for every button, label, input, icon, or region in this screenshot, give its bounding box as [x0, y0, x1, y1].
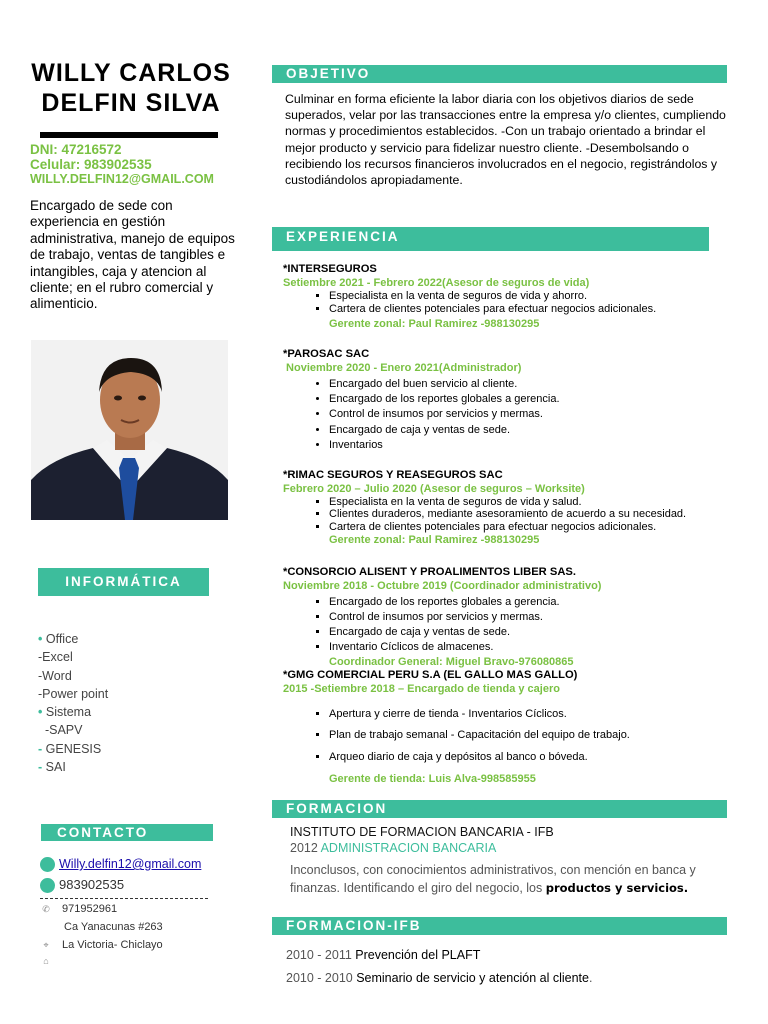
name-line-2: DELFIN SILVA: [41, 89, 221, 117]
formacion-header: FORMACION: [272, 800, 727, 818]
job-reference: Gerente zonal: Paul Ramirez -988130295: [329, 534, 540, 546]
job-task: • Control de insumos por servicios y mermas.: [329, 407, 743, 422]
contact-city: La Victoria- Chiclayo: [62, 939, 163, 951]
skill-item: -Excel: [38, 650, 73, 665]
job-task: ▪ Cartera de clientes potenciales para efectuar negocios adicionales.: [329, 521, 743, 534]
objetivo-text: Culminar en forma eficiente la labor diaria con los objetivos diarios de sede superados, velar por las transacciones entre la empresa y/o clientes, cumpliendo normas y procedimientos establecidos. -Con un trabajo orientado a brindar el mejor producto y servicio para fidelizar nuestro cliente. -Desembolsando o recibiendo los recursos financieros involucrados en el negocio, registrándolos y custodiándolos apropiadamente.: [285, 92, 726, 188]
contact-city-row: [40, 939, 250, 951]
skill-item: • Sistema: [38, 705, 92, 720]
home-icon: ⌂: [43, 956, 49, 966]
institution-name: INSTITUTO DE FORMACION BANCARIA - IFB: [290, 825, 554, 839]
job-company: *GMG COMERCIAL PERU S.A (EL GALLO MAS GALLO): [283, 669, 578, 681]
job-alisent: [283, 566, 743, 669]
contact-extra-row: [40, 955, 250, 967]
formacion-ifb-header: FORMACION-IFB: [272, 917, 727, 935]
formacion-year: 2012: [290, 840, 321, 855]
skill-item: -SAPV: [38, 723, 83, 738]
formacion-entry: [290, 825, 740, 856]
job-reference: Gerente de tienda: Luis Alva-998585955: [329, 773, 536, 785]
job-task: ▪ Plan de trabajo semanal - Capacitación del equipo de trabajo.: [329, 725, 743, 747]
job-task: ▪ Apertura y cierre de tienda - Inventarios Cíclicos.: [329, 704, 743, 726]
skill-item: -Word: [38, 668, 72, 683]
whatsapp-icon: ✆: [42, 904, 50, 914]
job-company: *CONSORCIO ALISENT Y PROALIMENTOS LIBER SAS.: [283, 566, 576, 578]
skill-item: - GENESIS: [38, 741, 102, 756]
name-line-1: WILLY CARLOS: [31, 59, 231, 87]
dni: DNI: 47216572: [30, 142, 122, 157]
informatica-header: INFORMÁTICA: [38, 568, 209, 596]
job-task: • Inventarios: [329, 438, 743, 453]
contact-email-link[interactable]: Willy.delfin12@gmail.com: [59, 857, 202, 871]
job-period: Noviembre 2018 - Octubre 2019 (Coordinador administrativo): [283, 579, 602, 592]
job-gmg: [283, 669, 743, 786]
candidate-name: [20, 58, 242, 118]
skill-item: • Office: [38, 632, 79, 646]
job-task: ▪ Encargado de caja y ventas de sede.: [329, 625, 743, 640]
job-task: ▪ Control de insumos por servicios y mermas.: [329, 610, 743, 625]
job-period: Setiembre 2021 - Febrero 2022(Asesor de seguros de vida): [283, 276, 590, 289]
job-task: ▪ Inventario Cíclicos de almacenes.: [329, 640, 743, 655]
job-interseguros: [283, 263, 743, 331]
contact-phone-row: [40, 877, 250, 893]
job-parosac: [283, 348, 743, 454]
email-icon: [40, 857, 55, 872]
job-company: *INTERSEGUROS: [283, 263, 377, 275]
job-task: ▪ Clientes duraderos, mediante asesoramiento de acuerdo a su necesidad.: [329, 508, 743, 521]
header-contact: [30, 142, 250, 187]
name-divider: [40, 132, 218, 138]
job-task: ▪ Arqueo diario de caja y depósitos al banco o bóveda.: [329, 747, 743, 769]
celular: Celular: 983902535: [30, 157, 152, 172]
ifb-item: 2010 - 2010 Seminario de servicio y atención al cliente.: [286, 971, 593, 985]
job-task: ▪ Encargado de los reportes globales a gerencia.: [329, 595, 743, 610]
skill-item: - SAI: [38, 760, 66, 775]
profile-summary: Encargado de sede con experiencia en gestión administrativa, manejo de equipos de trabajo, ventas de tangibles e intangibles, caja y atencion al cliente; en el rubro comercial y alimenticio.: [30, 198, 235, 312]
contact-divider: [40, 898, 208, 899]
job-task: • Encargado de caja y ventas de sede.: [329, 423, 743, 438]
skills-list: [38, 630, 218, 776]
job-reference: Coordinador General: Miguel Bravo-976080865: [329, 656, 574, 669]
job-period: Febrero 2020 – Julio 2020 (Asesor de seguros – Worksite): [283, 482, 585, 495]
job-task: ▪ Especialista en la venta de seguros de vida y salud.: [329, 496, 743, 509]
formacion-description: Inconclusos, con conocimientos administrativos, con mención en banca y finanzas. Identificando el giro del negocio, los productos y servicios.: [290, 863, 696, 895]
header-email: WILLY.DELFIN12@GMAIL.COM: [30, 172, 214, 186]
job-reference: Gerente zonal: Paul Ramirez -988130295: [329, 317, 540, 330]
job-task: ▪ Especialista en la venta de seguros de vida y ahorro.: [329, 290, 743, 304]
job-company: *PAROSAC SAC: [283, 348, 370, 360]
objetivo-header: OBJETIVO: [272, 65, 727, 83]
job-period: 2015 -Setiembre 2018 – Encargado de tienda y cajero: [283, 682, 560, 695]
ifb-item: 2010 - 2011 Prevención del PLAFT: [286, 948, 481, 962]
location-icon: ⌖: [43, 940, 49, 950]
job-company: *RIMAC SEGUROS Y REASEGUROS SAC: [283, 469, 503, 481]
contact-phone2: 971952961: [62, 903, 118, 915]
contact-email-row: [40, 857, 250, 872]
profile-photo: [31, 340, 228, 520]
contact-address: Ca Yanacunas #263: [64, 921, 163, 933]
job-period: Noviembre 2020 - Enero 2021(Administrador): [283, 361, 522, 374]
job-task: • Encargado de los reportes globales a gerencia.: [329, 392, 743, 407]
skill-item: -Power point: [38, 686, 109, 701]
job-task: ▪ Cartera de clientes potenciales para efectuar negocios adicionales.: [329, 303, 743, 317]
phone-icon: [40, 878, 55, 893]
experiencia-header: EXPERIENCIA: [272, 227, 709, 251]
contact-phone2-row: [40, 903, 250, 915]
contacto-header: CONTACTO: [41, 824, 213, 841]
formacion-career: ADMINISTRACION BANCARIA: [320, 840, 497, 855]
job-task: • Encargado del buen servicio al cliente.: [329, 377, 743, 392]
portrait-image: [31, 340, 228, 520]
formacion-year-career: [290, 841, 740, 857]
contact-phone: 983902535: [59, 877, 125, 892]
job-rimac: [283, 469, 743, 547]
